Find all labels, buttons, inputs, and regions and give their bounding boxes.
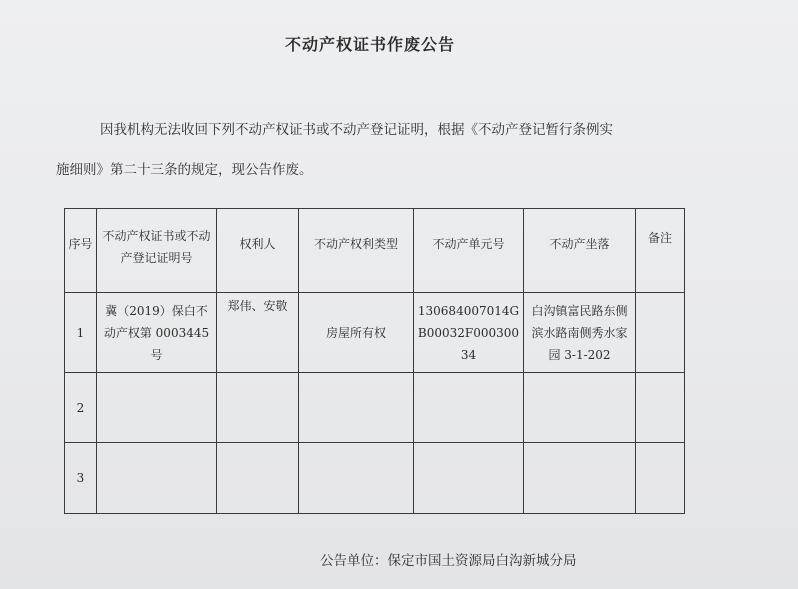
void-certificates-table [64, 208, 685, 514]
cell-holder [217, 443, 299, 514]
cell-cert: 冀（2019）保白不动产权第 0003445 号 [97, 293, 217, 373]
cell-location: 白沟镇富民路东侧滨水路南侧秀水家园 3-1-202 [524, 293, 636, 373]
cell-remark [636, 373, 685, 443]
cell-unit [414, 373, 524, 443]
cell-right-type [299, 443, 414, 514]
cell-remark [636, 443, 685, 514]
cell-cert [97, 373, 217, 443]
table-header-row [65, 209, 685, 293]
cell-right-type [299, 373, 414, 443]
cell-right-type: 房屋所有权 [299, 293, 414, 373]
paragraph-line-2: 施细则》第二十三条的规定，现公告作废。 [56, 162, 313, 178]
cell-no: 2 [65, 373, 97, 443]
cell-remark [636, 293, 685, 373]
header-location: 不动产坐落 [524, 209, 636, 293]
header-right-type: 不动产权利类型 [299, 209, 414, 293]
cell-location [524, 373, 636, 443]
cell-no: 3 [65, 443, 97, 514]
notice-title: 不动产权证书作废公告 [284, 35, 455, 54]
notice-paragraph [56, 110, 686, 190]
header-unit: 不动产单元号 [414, 209, 524, 293]
cell-unit: 130684007014GB00032F00030034 [414, 293, 524, 373]
table-row [65, 443, 685, 514]
header-holder: 权利人 [217, 209, 299, 293]
cell-holder: 郑伟、安敬 [217, 293, 299, 373]
header-cert: 不动产权证书或不动产登记证明号 [97, 209, 217, 293]
issuing-authority: 公告单位：保定市国土资源局白沟新城分局 [320, 553, 577, 569]
table-row [65, 373, 685, 443]
paragraph-line-1: 因我机构无法收回下列不动产权证书或不动产登记证明，根据《不动产登记暂行条例实 [100, 122, 613, 138]
header-remark: 备注 [636, 209, 685, 293]
cell-cert [97, 443, 217, 514]
header-no: 序号 [65, 209, 97, 293]
cell-no: 1 [65, 293, 97, 373]
cell-holder [217, 373, 299, 443]
cell-unit [414, 443, 524, 514]
cell-location [524, 443, 636, 514]
table-row [65, 293, 685, 373]
